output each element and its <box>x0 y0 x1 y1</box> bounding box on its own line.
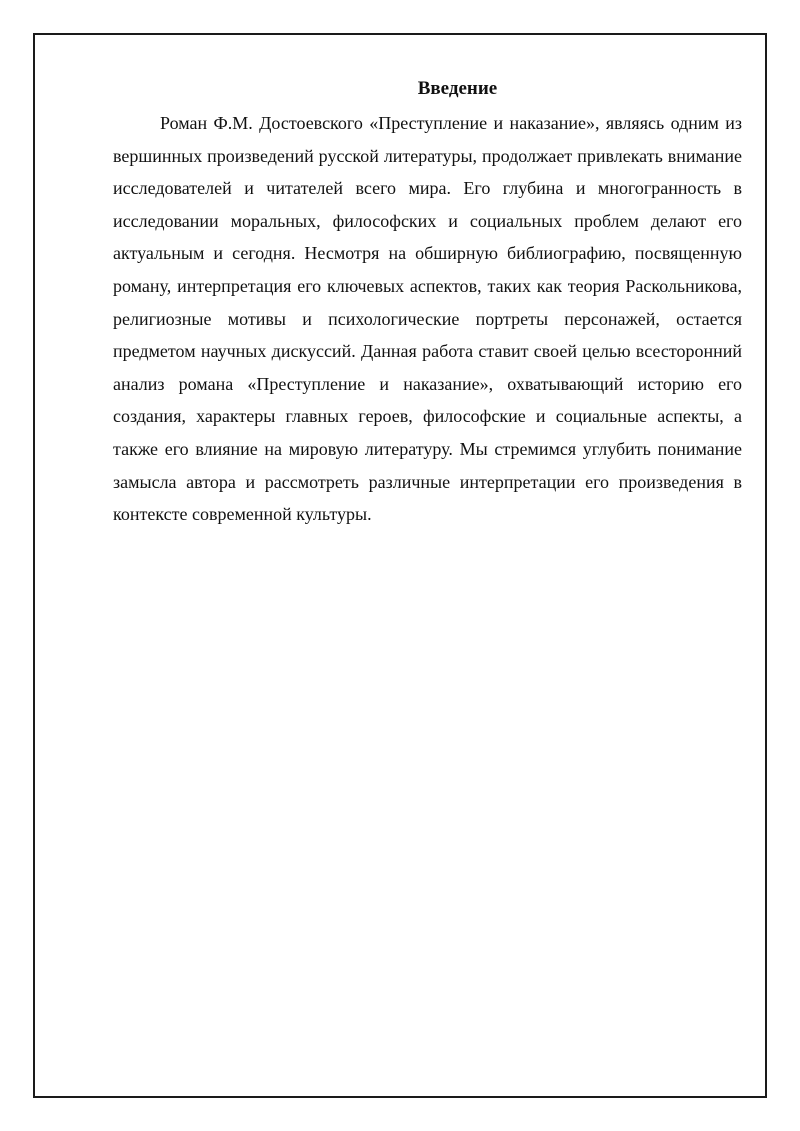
body-paragraph: Роман Ф.М. Достоевского «Преступление и наказание», являясь одним из вершинных произведений русской литературы, продолжает привлекать внимание исследователей и читателей всего мира. Его глубина и многогранность в исследовании моральных, философских и социальных проблем делают его актуальным и сегодня. Несмотря на обширную библиографию, посвященную роману, интерпретация его ключевых аспектов, таких как теория Раскольникова, религиозные мотивы и психологические портреты персонажей, остается предметом научных дискуссий. Данная работа ставит своей целью всесторонний анализ романа «Преступление и наказание», охватывающий историю его создания, характеры главных героев, философские и социальные аспекты, а также его влияние на мировую литературу. Мы стремимся углубить понимание замысла автора и рассмотреть различные интерпретации его произведения в контексте современной культуры. <box>113 113 742 525</box>
document-content <box>113 76 742 531</box>
section-heading: Введение <box>417 78 498 99</box>
